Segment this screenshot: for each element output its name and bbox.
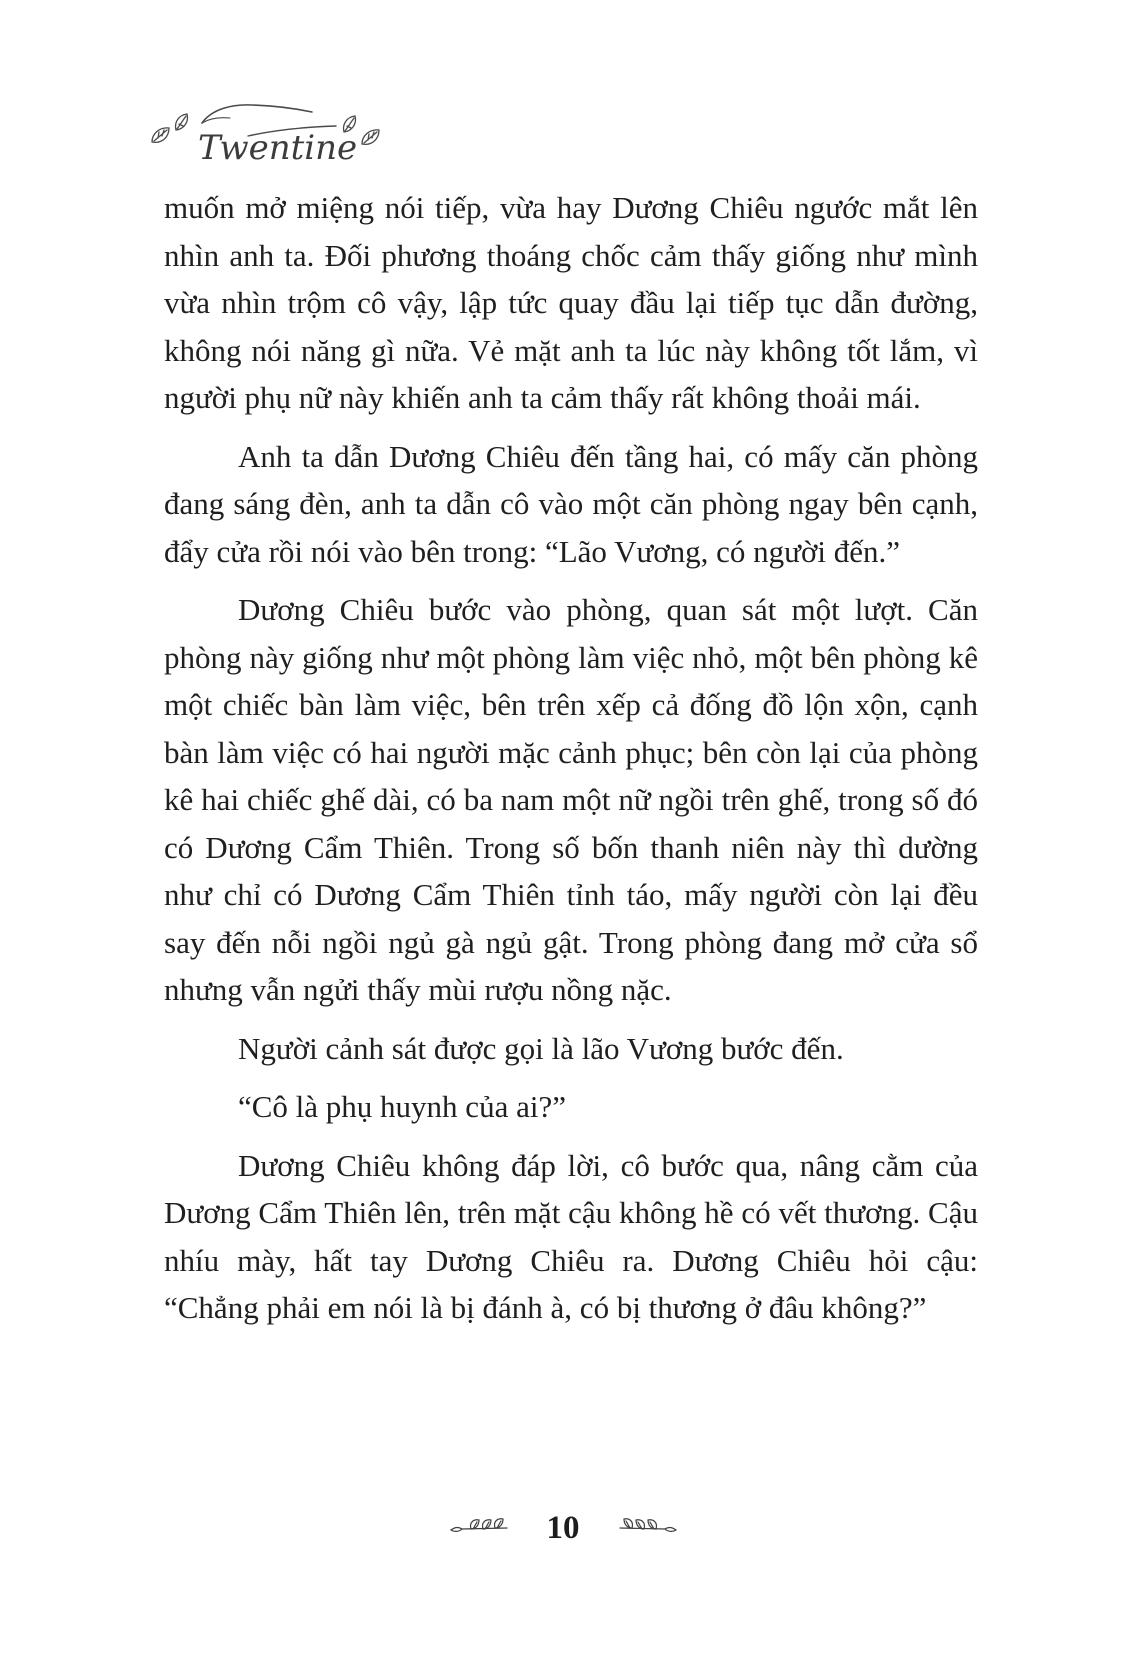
laurel-branch-icon bbox=[618, 1517, 678, 1541]
paragraph: “Cô là phụ huynh của ai?” bbox=[238, 1089, 566, 1124]
paragraph: Anh ta dẫn Dương Chiêu đến tầng hai, có mấy căn phòng đang sáng đèn, anh ta dẫn cô vào một căn phòng ngay bên cạnh, đẩy cửa rồi nói vào bên trong: “Lão Vương, có người đến.” bbox=[164, 438, 978, 569]
brand-name: Twentine bbox=[198, 128, 358, 168]
paragraph: Người cảnh sát được gọi là lão Vương bước đến. bbox=[238, 1030, 844, 1066]
brand-logo bbox=[140, 96, 380, 180]
page-number: 10 bbox=[546, 1510, 580, 1546]
page-header bbox=[140, 96, 380, 180]
laurel-branch-icon bbox=[449, 1517, 509, 1541]
paragraph: Dương Chiêu bước vào phòng, quan sát một lượt. Căn phòng này giống như một phòng làm việc nhỏ, một bên phòng kê một chiếc bàn làm việc, bên trên xếp cả đống đồ lộn xộn, cạnh bàn làm việc có hai người mặc cảnh phục; bên còn lại của phòng kê hai chiếc ghế dài, có ba nam một nữ ngồi trên ghế, trong số đó có Dương Cẩm Thiên. Trong số bốn thanh niên này thì dường như chỉ có Dương Cẩm Thiên tỉnh táo, mấy người còn lại đều say đến nỗi ngồi ngủ gà ngủ gật. Trong phòng đang mở cửa sổ nhưng vẫn ngửi thấy mùi rượu nồng nặc. bbox=[164, 592, 978, 1007]
paragraph: Dương Chiêu không đáp lời, cô bước qua, nâng cằm của Dương Cẩm Thiên lên, trên mặt cậu không hề có vết thương. Cậu nhíu mày, hất tay Dương Chiêu ra. Dương Chiêu hỏi cậu: “Chẳng phải em nói là bị đánh à, có bị thương ở đâu không?” bbox=[164, 1147, 978, 1325]
page-footer bbox=[0, 1512, 1126, 1545]
page-body bbox=[164, 184, 978, 1343]
leaf-pair-icon bbox=[152, 114, 187, 142]
paragraph: muốn mở miệng nói tiếp, vừa hay Dương Chiêu ngước mắt lên nhìn anh ta. Đối phương thoáng chốc cảm thấy giống như mình vừa nhìn trộm cô vậy, lập tức quay đầu lại tiếp tục dẫn đường, không nói năng gì nữa. Vẻ mặt anh ta lúc này không tốt lắm, vì người phụ nữ này khiến anh ta cảm thấy rất không thoải mái. bbox=[164, 190, 978, 415]
